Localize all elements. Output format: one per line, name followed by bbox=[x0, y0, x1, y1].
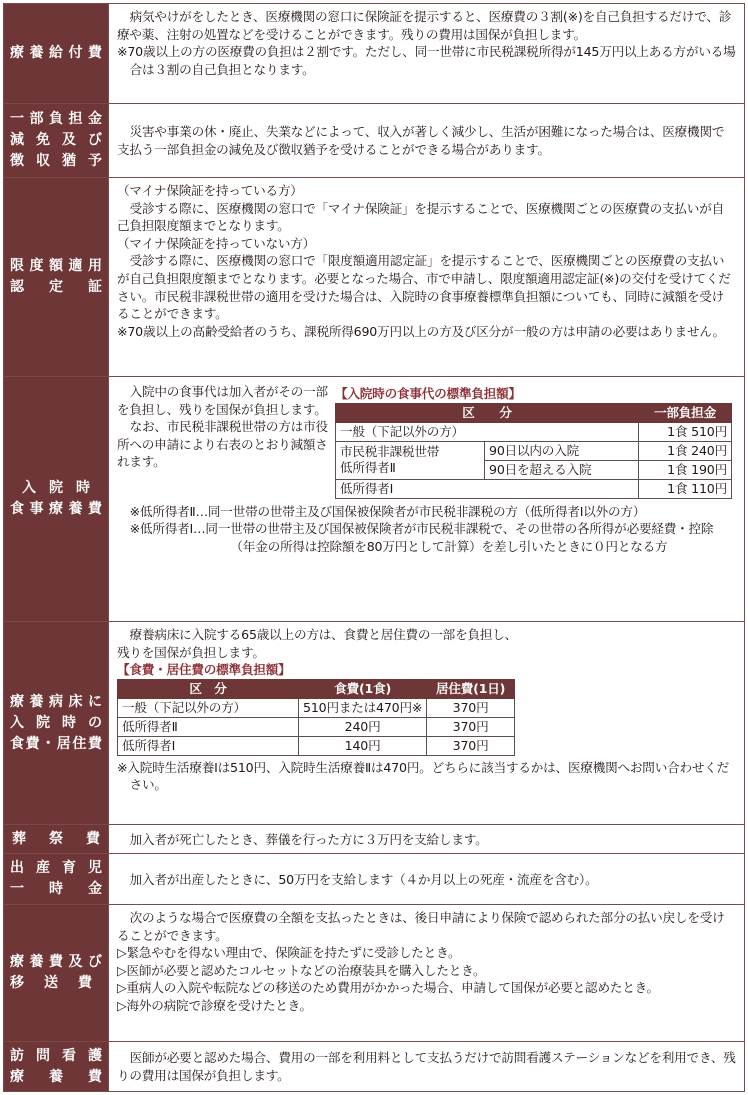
row-childbirth bbox=[4, 854, 745, 905]
table-row: 低所得者Ⅰ 140円 370円 bbox=[118, 736, 515, 755]
list-item: ▷海外の病院で診療を受けたとき。 bbox=[117, 997, 312, 1013]
table-row: 低所得者Ⅱ 240円 370円 bbox=[118, 717, 515, 736]
row-reimbursement bbox=[4, 905, 745, 1042]
heading-limit-certificate: 限度額適用 認定証 bbox=[4, 178, 109, 377]
heading-copay-reduction: 一部負担金 減免及び 徴収猶予 bbox=[4, 104, 109, 178]
content-funeral bbox=[109, 825, 745, 854]
heading-funeral: 葬祭費 bbox=[4, 825, 109, 854]
paragraph: 災害や事業の休・廃止、失業などによって、収入が著しく減少し、生活が困難になった場合は、医療機関で支払う一部負担金の減免及び徴収猶予を受けることができる場合があります。 bbox=[117, 124, 725, 157]
footnote-low-income-1: ※低所得者Ⅰ…同一世帯の世帯主及び国保被保険者が市民税非課税で、その世帯の各所得が必要経費・控除（年金の所得は控除額を80万円として計算）を差し引いたときに０円となる方 bbox=[129, 521, 714, 554]
paragraph: 加入者が死亡したとき、葬儀を行った方に３万円を支給します。 bbox=[129, 831, 488, 847]
col-food: 食費(1食) bbox=[299, 679, 427, 698]
stay-cost-table bbox=[117, 679, 515, 756]
heading-long-term-care-bed: 療養病床に 入院時の 食費・居住費 bbox=[4, 622, 109, 825]
paragraph: なお、市民税非課税世帯の方は市役所への申請により右表のとおり減額されます。 bbox=[117, 419, 328, 470]
footnote: ※70歳以上の高齢受給者のうち、課税所得690万円以上の方及び区分が一般の方は申請の必要はありません。 bbox=[117, 323, 725, 339]
content-childbirth bbox=[109, 854, 745, 905]
list-item: ▷重病人の入院や転院などの移送のため費用がかかった場合、申請して国保が必要と認めたとき。 bbox=[117, 980, 659, 996]
row-home-nursing bbox=[4, 1042, 745, 1092]
col-category: 区 分 bbox=[118, 679, 299, 698]
benefits-table bbox=[3, 3, 745, 1092]
col-category: 区 分 bbox=[336, 403, 639, 422]
heading-reimbursement: 療養費及び 移送費 bbox=[4, 905, 109, 1042]
content-home-nursing bbox=[109, 1042, 745, 1092]
subheading: （マイナ保険証を持っていない方） bbox=[117, 235, 316, 251]
row-copay-reduction bbox=[4, 104, 745, 178]
paragraph: 医師が必要と認めた場合、費用の一部を利用料として支払うだけで訪問看護ステーションなどを利用でき、残りの費用は国保が負担します。 bbox=[117, 1050, 736, 1083]
paragraph: 受診する際に、医療機関の窓口で「マイナ保険証」を提示することで、医療機関ごとの医療費の支払いが自己負担限度額までとなります。 bbox=[117, 200, 724, 234]
col-copay: 一部負担金 bbox=[639, 403, 732, 422]
meal-table-title: 【入院時の食事代の標準負担額】 bbox=[335, 386, 521, 401]
heading-medical-benefit: 療養給付費 bbox=[4, 4, 109, 104]
content-meal-cost bbox=[109, 377, 745, 622]
content-long-term-care-bed bbox=[109, 622, 745, 825]
paragraph: 加入者が出産したときに、50万円を支給します（４か月以上の死産・流産を含む）。 bbox=[129, 871, 598, 887]
row-limit-certificate bbox=[4, 178, 745, 377]
list-item: ▷医師が必要と認めたコルセットなどの治療装具を購入したとき。 bbox=[117, 962, 486, 978]
row-meal-cost bbox=[4, 377, 745, 622]
paragraph: 受診する際に、医療機関の窓口で「限度額適用認定証」を提示することで、医療機関ごとの医療費の支払いが自己負担限度額までとなります。必要となった場合、市で申請し、限度額適用認定証(※)の交付を受けてください。市民税非課税世帯の適用を受けた場合は、入院時の食事療養標準負担額についても、同時に減額を受けることができます。 bbox=[117, 253, 731, 322]
footnote: ※入院時生活療養Ⅰは510円、入院時生活療養Ⅱは470円。どちらに該当するかは、医療機関へお問い合わせください。 bbox=[117, 759, 730, 793]
meal-cost-table-block bbox=[335, 385, 732, 499]
footnote: ※70歳以上の方の医療費の負担は２割です。ただし、同一世帯に市民税課税所得が145万円以上ある方がいる場合は３割の自己負担となります。 bbox=[117, 44, 736, 77]
heading-childbirth: 出産育児 一時金 bbox=[4, 854, 109, 905]
heading-meal-cost: 入院時 食事療養費 bbox=[4, 377, 109, 622]
row-long-term-care-bed bbox=[4, 622, 745, 825]
paragraph: 療養病床に入院する65歳以上の方は、食費と居住費の一部を負担し、残りを国保が負担します。 bbox=[117, 627, 518, 660]
paragraph: 入院中の食事代は加入者がその一部を負担し、残りを国保が負担します。 bbox=[117, 384, 328, 417]
table-row: 低所得者Ⅰ 1食 110円 bbox=[336, 479, 732, 498]
content-copay-reduction bbox=[109, 104, 745, 178]
row-funeral bbox=[4, 825, 745, 854]
content-reimbursement bbox=[109, 905, 745, 1042]
heading-home-nursing: 訪問看護 療養費 bbox=[4, 1042, 109, 1092]
col-stay: 居住費(1日) bbox=[427, 679, 515, 698]
paragraph: 次のような場合で医療費の全額を支払ったときは、後日申請により保険で認められた部分の払い戻しを受けることができます。 bbox=[117, 910, 725, 943]
list-item: ▷緊急やむを得ない理由で、保険証を持たずに受診したとき。 bbox=[117, 945, 461, 961]
paragraph: 病気やけがをしたとき、医療機関の窓口に保険証を提示すると、医療費の３割(※)を自己負担するだけで、診療や薬、注射の処置などを受けることができます。残りの費用は国保が負担します。 bbox=[117, 9, 732, 42]
table-row: 一般（下記以外の方） 1食 510円 bbox=[336, 422, 732, 441]
content-limit-certificate bbox=[109, 178, 745, 377]
table-row: 90日を超える入院 1食 190円 bbox=[336, 460, 732, 479]
meal-cost-table bbox=[335, 403, 732, 499]
table-row: 一般（下記以外の方） 510円または470円※ 370円 bbox=[118, 698, 515, 717]
stay-table-title: 【食費・居住費の標準負担額】 bbox=[117, 662, 291, 678]
content-medical-benefit bbox=[109, 4, 745, 104]
row-medical-benefit bbox=[4, 4, 745, 104]
table-row: 市民税非課税世帯 低所得者Ⅱ 90日以内の入院 1食 240円 bbox=[336, 441, 732, 460]
subheading: （マイナ保険証を持っている方） bbox=[117, 183, 303, 198]
footnote-low-income-2: ※低所得者Ⅱ…同一世帯の世帯主及び国保被保険者が市民税非課税の方（低所得者Ⅰ以外の方） bbox=[129, 503, 646, 519]
